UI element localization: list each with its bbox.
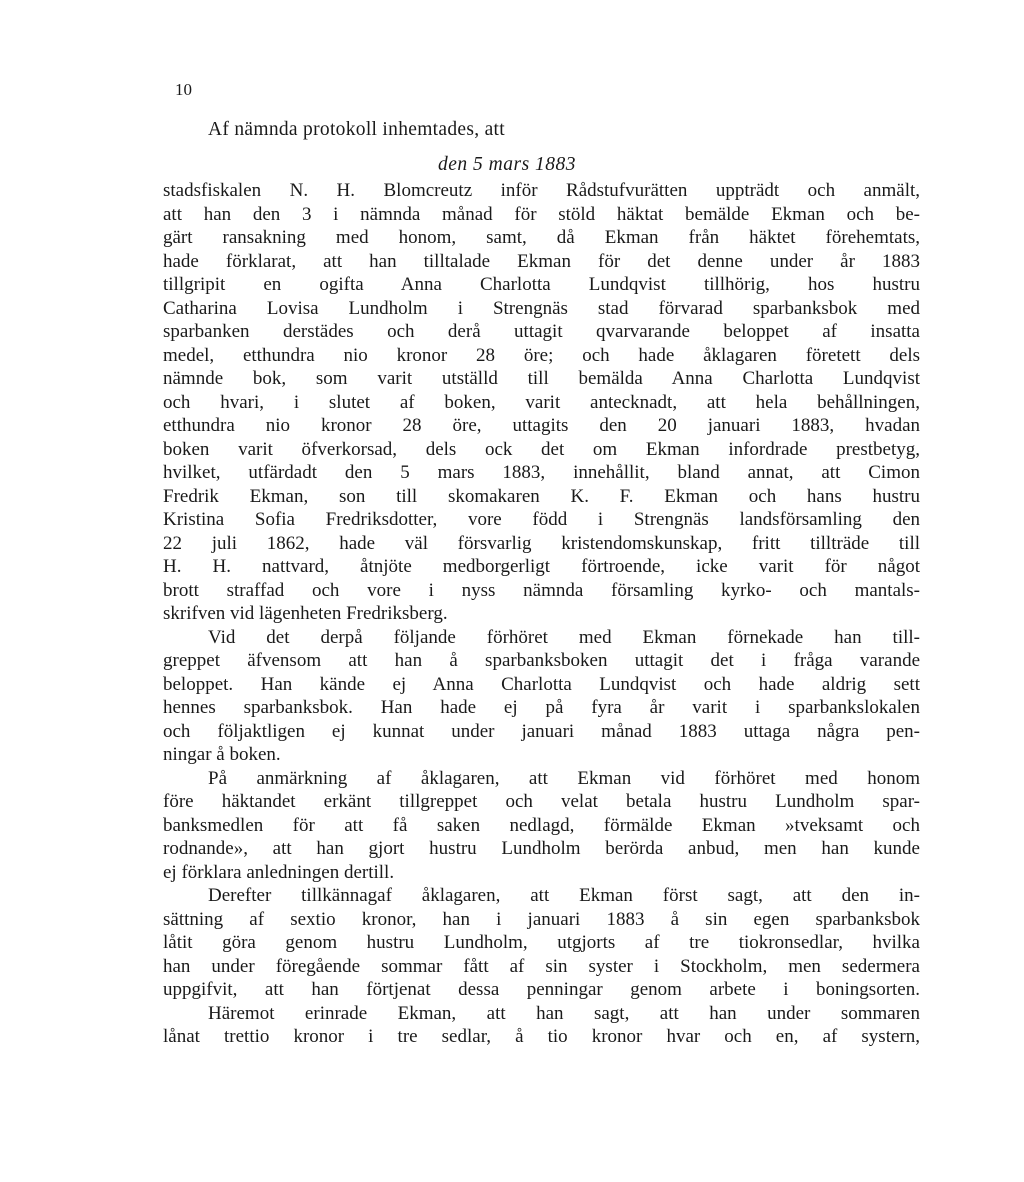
- text-line: sparbanken derstädes och derå uttagit qvarvarande beloppet af insatta: [163, 321, 920, 342]
- text-line: rodnande», att han gjort hustru Lundholm berörda anbud, men han kunde: [163, 838, 920, 859]
- body-text: [163, 179, 920, 1049]
- text-line: Vid det derpå följande förhöret med Ekman förnekade han till-: [208, 626, 920, 648]
- text-line: gärt ransakning med honom, samt, då Ekman från häktet förehemtats,: [163, 227, 920, 248]
- text-line: Derefter tillkännagaf åklagaren, att Ekman först sagt, att den in-: [208, 885, 920, 906]
- text-line: och följaktligen ej kunnat under januari månad 1883 uttaga några pen-: [163, 720, 920, 742]
- text-line: banksmedlen för att få saken nedlagd, förmälde Ekman »tveksamt och: [163, 814, 920, 836]
- text-line: greppet äfvensom att han å sparbanksboken uttagit det i fråga varande: [163, 650, 920, 671]
- text-line: På anmärkning af åklagaren, att Ekman vid förhöret med honom: [208, 767, 920, 789]
- text-line: Häremot erinrade Ekman, att han sagt, att han under sommaren: [208, 1002, 920, 1024]
- text-line: före häktandet erkänt tillgreppet och velat betala hustru Lundholm spar-: [163, 791, 920, 812]
- text-line: brott straffad och vore i nyss nämnda församling kyrko- och mantals-: [163, 579, 920, 601]
- text-line: skrifven vid lägenheten Fredriksberg.: [163, 603, 448, 624]
- text-line: Kristina Sofia Fredriksdotter, vore född i Strengnäs landsförsamling den: [163, 509, 920, 530]
- text-line: stadsfiskalen N. H. Blomcreutz inför Rådstufvurätten uppträdt och anmält,: [163, 180, 920, 201]
- text-line: beloppet. Han kände ej Anna Charlotta Lundqvist och hade aldrig sett: [163, 673, 920, 695]
- text-line: etthundra nio kronor 28 öre, uttagits den 20 januari 1883, hvadan: [163, 415, 920, 436]
- text-line: tillgripit en ogifta Anna Charlotta Lundqvist tillhörig, hos hustru: [163, 274, 920, 295]
- text-line: låtit göra genom hustru Lundholm, utgjorts af tre tiokronsedlar, hvilka: [163, 932, 920, 953]
- text-line: hvilket, utfärdadt den 5 mars 1883, innehållit, bland annat, att Cimon: [163, 462, 920, 483]
- page-number: 10: [175, 80, 192, 99]
- text-line: lånat trettio kronor i tre sedlar, å tio kronor hvar och en, af systern,: [163, 1026, 920, 1047]
- text-line: 22 juli 1862, hade väl försvarlig kristendomskunskap, fritt tillträde till: [163, 532, 920, 554]
- text-line: medel, etthundra nio kronor 28 öre; och hade åklagaren företett dels: [163, 344, 920, 366]
- text-line: uppgifvit, att han förtjenat dessa penningar genom arbete i boningsorten.: [163, 979, 920, 1000]
- text-line: hade förklarat, att han tilltalade Ekman för det denne under år 1883: [163, 250, 920, 272]
- text-line: sättning af sextio kronor, han i januari 1883 å sin egen sparbanksbok: [163, 908, 920, 930]
- text-line: och hvari, i slutet af boken, varit antecknadt, att hela behållningen,: [163, 391, 920, 413]
- intro-line: Af nämnda protokoll inhemtades, att: [208, 119, 505, 140]
- text-line: ej förklara anledningen dertill.: [163, 861, 395, 883]
- text-line: Fredrik Ekman, son till skomakaren K. F. Ekman och hans hustru: [163, 485, 920, 507]
- text-line: H. H. nattvard, åtnjöte medborgerligt förtroende, icke varit för något: [163, 556, 920, 577]
- text-line: ningar å boken.: [163, 744, 281, 765]
- text-line: han under föregående sommar fått af sin syster i Stockholm, men sedermera: [163, 955, 920, 977]
- text-line: nämnde bok, som varit utställd till bemälda Anna Charlotta Lundqvist: [163, 368, 920, 389]
- text-line: Catharina Lovisa Lundholm i Strengnäs stad förvarad sparbanksbok med: [163, 297, 920, 319]
- text-line: boken varit öfverkorsad, dels ock det om Ekman infordrade prestbetyg,: [163, 438, 920, 460]
- dateline: den 5 mars 1883: [438, 154, 577, 175]
- text-line: hennes sparbanksbok. Han hade ej på fyra år varit i sparbankslokalen: [163, 697, 920, 718]
- text-line: att han den 3 i nämnda månad för stöld häktat bemälde Ekman och be-: [163, 203, 920, 225]
